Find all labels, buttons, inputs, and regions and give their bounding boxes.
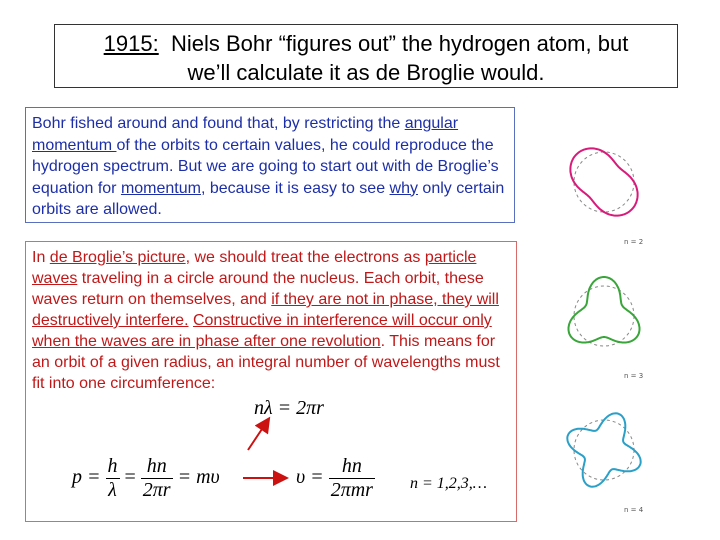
standing-wave-n3 <box>569 277 640 343</box>
frac-num: h <box>107 455 118 477</box>
orbit-label-n2: n = 2 <box>624 238 644 246</box>
orbit-label-n3: n = 3 <box>624 372 644 380</box>
box2-text: In <box>32 249 50 266</box>
frac-den: λ <box>108 479 117 501</box>
title-line-2: we’ll calculate it as de Broglie would. <box>187 60 545 85</box>
momentum-rhs: = mυ <box>177 466 220 489</box>
orbit-n3-diagram <box>560 260 648 384</box>
orbit-n4-diagram <box>560 394 648 518</box>
frac-num: hn <box>141 455 173 479</box>
orbit-n2-diagram <box>560 126 648 250</box>
title-year: 1915: <box>103 31 159 56</box>
velocity-lhs: υ = <box>296 466 324 489</box>
phase-interference-term: if they are not in phase, they will destructively interfere. <box>32 291 499 329</box>
frac-num: hn <box>329 455 375 479</box>
box1-text: of the orbits to certain values, he could reproduce the hydrogen spectrum. But we are going to start out with de Broglie’s equation for <box>32 136 499 197</box>
momentum-term: momentum <box>120 179 201 197</box>
frac-den: 2πr <box>142 479 171 501</box>
arrow-up-icon <box>248 420 268 450</box>
box1-text: Bohr fished around and found that, by restricting the <box>32 115 401 132</box>
de-broglie-picture-term: de Broglie’s picture <box>49 249 186 266</box>
box1-text: only certain orbits are allowed. <box>32 179 505 218</box>
momentum-lhs: p = <box>72 466 101 489</box>
constructive-interference-term: Constructive in interference will occur only when the waves are in phase after one revolution <box>32 312 492 350</box>
box1-text: , because it is easy to see <box>200 179 390 197</box>
orbit-circle <box>574 152 634 212</box>
circumference-equation: nλ = 2πr <box>254 397 324 419</box>
title-text-1: Niels Bohr “figures out” the hydrogen atom, but <box>170 31 629 56</box>
angular-momentum-term: angular momentum <box>32 115 459 154</box>
box2-text: . This means for an orbit of a given radius, an integral number of wavelengths must fit into one circumference: <box>32 333 500 392</box>
orbit-label-n4: n = 4 <box>624 506 644 514</box>
box2-text: , we should treat the electrons as <box>185 249 425 266</box>
equals-sign: = <box>124 466 136 489</box>
particle-waves-term: particle waves <box>32 249 477 287</box>
frac-den: 2πmr <box>330 479 373 501</box>
box2-text: traveling in a circle around the nucleus. Each orbit, these waves return on themselves, and <box>32 270 484 308</box>
standing-wave-n2 <box>570 148 637 215</box>
standing-wave-n4 <box>567 413 640 486</box>
quantum-number-values: n = 1,2,3,… <box>410 475 488 492</box>
why-term: why <box>389 179 418 197</box>
